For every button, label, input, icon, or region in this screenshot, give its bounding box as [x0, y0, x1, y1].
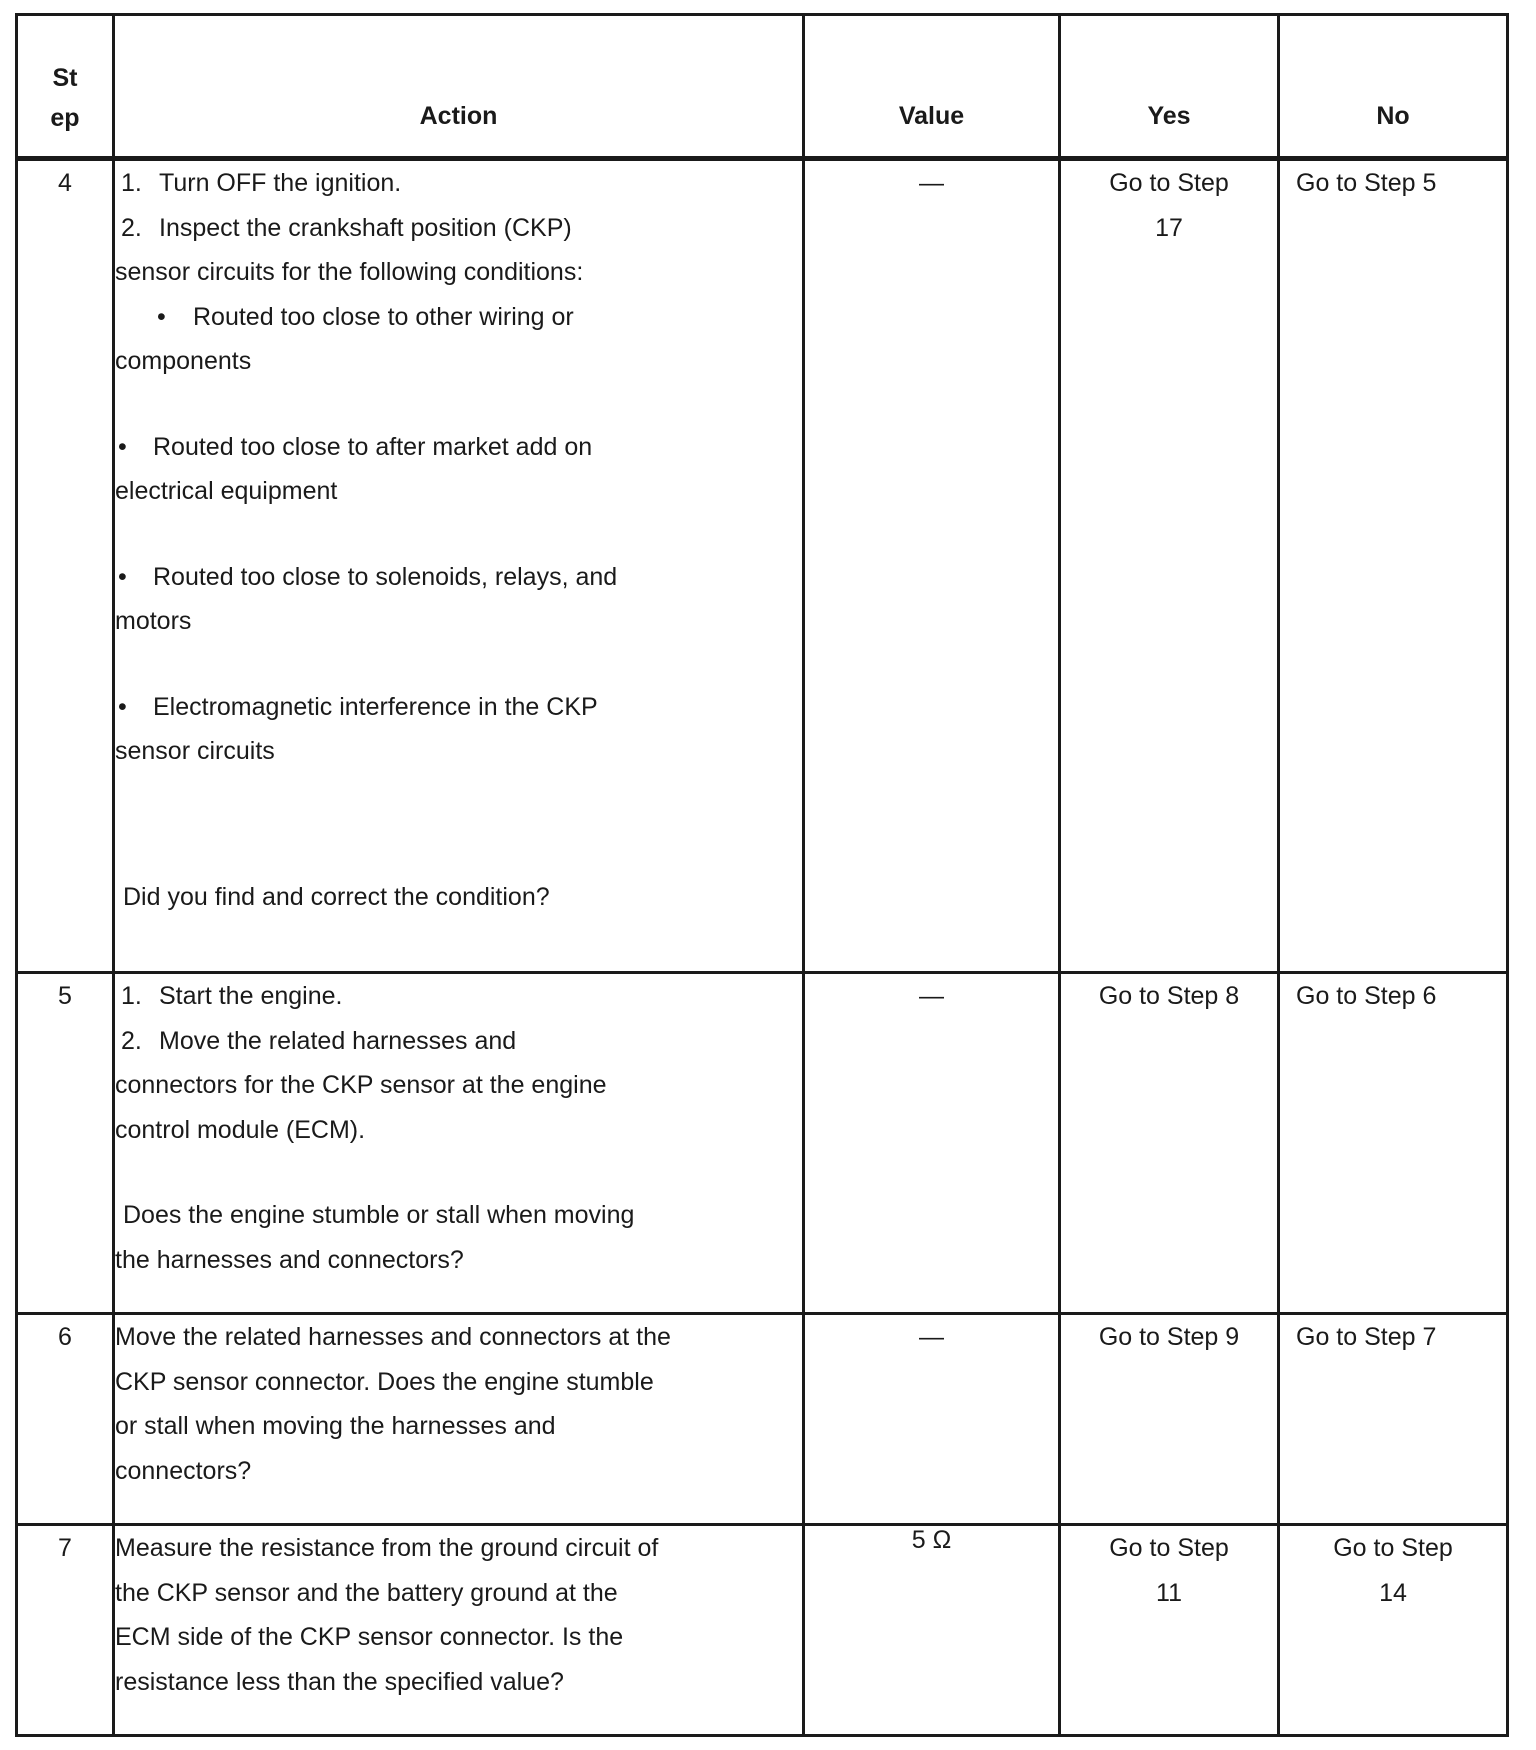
table-row	[17, 973, 1508, 1314]
action-cell	[114, 1314, 804, 1525]
action-line: CKP sensor connector. Does the engine stumble	[115, 1367, 654, 1396]
step-number: 6	[17, 1314, 114, 1525]
action-line: 2. Inspect the crankshaft position (CKP)	[121, 213, 572, 242]
action-bullet: • Routed too close to other wiring or	[157, 302, 574, 331]
action-question: Does the engine stumble or stall when moving	[123, 1201, 635, 1229]
no-cell: Go to Step 7	[1279, 1314, 1508, 1525]
step-number: 5	[17, 973, 114, 1314]
action-line: connectors?	[115, 1456, 252, 1485]
value-cell	[804, 1525, 1060, 1736]
value-text: 5 Ω	[911, 1526, 952, 1554]
action-line: the CKP sensor and the battery ground at the	[115, 1578, 618, 1607]
header-row	[17, 15, 1508, 159]
step-number: 7	[17, 1525, 114, 1736]
action-line: sensor circuits for the following conditions:	[115, 258, 584, 286]
action-cell	[114, 973, 804, 1314]
table-row	[17, 159, 1508, 973]
action-line: Move the related harnesses and connectors at the	[115, 1323, 671, 1351]
action-bullet: • Electromagnetic interference in the CKP	[118, 692, 598, 721]
no-cell: Go to Step 6	[1279, 973, 1508, 1314]
action-question: Did you find and correct the condition?	[123, 882, 550, 911]
action-line: 1. Start the engine.	[121, 982, 343, 1010]
value-cell: —	[804, 973, 1060, 1314]
header-step: St ep	[17, 15, 114, 159]
value-cell: —	[804, 159, 1060, 973]
diagnostic-table	[15, 13, 1509, 1737]
action-line: components	[115, 347, 252, 375]
action-line: electrical equipment	[115, 477, 338, 505]
diagnostic-table-page	[15, 13, 1506, 1737]
yes-cell: Go to Step 9	[1060, 1314, 1279, 1525]
action-bullet: • Routed too close to after market add on	[118, 432, 593, 461]
action-bullet: • Routed too close to solenoids, relays, and	[118, 562, 618, 591]
action-line: Measure the resistance from the ground circuit of	[115, 1534, 659, 1562]
header-yes: Yes	[1060, 15, 1279, 159]
table-row	[17, 1314, 1508, 1525]
step-number: 4	[17, 159, 114, 973]
no-cell: Go to Step 14	[1279, 1525, 1508, 1736]
header-action: Action	[114, 15, 804, 159]
yes-cell: Go to Step 8	[1060, 973, 1279, 1314]
action-line: resistance less than the specified value?	[115, 1667, 564, 1696]
header-no: No	[1279, 15, 1508, 159]
action-line: sensor circuits	[115, 737, 275, 765]
action-line: ECM side of the CKP sensor connector. Is the	[115, 1623, 624, 1651]
action-cell	[114, 159, 804, 973]
action-line: or stall when moving the harnesses and	[115, 1412, 556, 1440]
yes-cell: Go to Step 11	[1060, 1525, 1279, 1736]
no-cell: Go to Step 5	[1279, 159, 1508, 973]
action-line: 1. Turn OFF the ignition.	[121, 169, 402, 197]
action-line: control module (ECM).	[115, 1115, 366, 1144]
header-value: Value	[804, 15, 1060, 159]
yes-cell: Go to Step 17	[1060, 159, 1279, 973]
action-line: motors	[115, 607, 192, 635]
action-cell	[114, 1525, 804, 1736]
action-question: the harnesses and connectors?	[115, 1245, 464, 1274]
table-row	[17, 1525, 1508, 1736]
action-line: connectors for the CKP sensor at the engine	[115, 1071, 607, 1099]
action-line: 2. Move the related harnesses and	[121, 1026, 517, 1055]
value-cell: —	[804, 1314, 1060, 1525]
